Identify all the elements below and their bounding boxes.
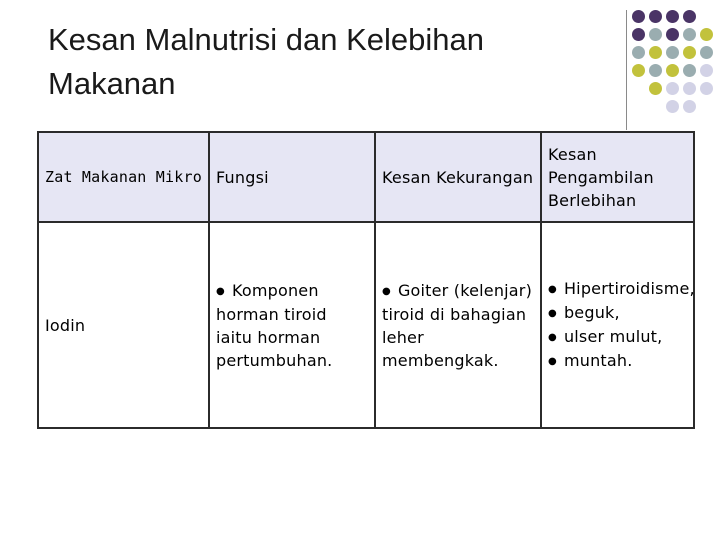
function-text: Komponen horman tiroid iaitu horman pertumbuhan. [216,280,333,370]
decor-dot [632,82,645,95]
decor-dot [700,82,713,95]
list-item: ● ulser mulut, [548,327,663,346]
list-item: ● Hipertiroidisme, [548,279,695,298]
decor-dot [666,28,679,41]
decor-dot [666,64,679,77]
bullet-icon: ● [382,285,391,297]
cell-deficiency [375,222,541,428]
decor-divider-line [626,10,627,130]
table-row [38,222,694,428]
cell-nutrient: Iodin [38,222,209,428]
decor-dot [683,100,696,113]
decor-dot [700,10,713,23]
decor-dot [700,64,713,77]
table-header-row [38,132,694,222]
bullet-icon: ● [548,356,557,367]
cell-excess [541,222,694,428]
decor-dot [632,64,645,77]
bullet-icon: ● [216,285,225,297]
decor-dot [649,82,662,95]
decor-dot [649,46,662,59]
decor-dot [700,100,713,113]
list-item: ● beguk, [548,303,620,322]
decor-dot [666,100,679,113]
bullet-icon: ● [548,332,557,343]
decor-dot [666,46,679,59]
decor-dot [683,28,696,41]
header-deficiency: Kesan Kekurangan [375,132,541,222]
decor-dot [683,64,696,77]
decor-dot [649,64,662,77]
header-function: Fungsi [209,132,375,222]
decor-dot [683,46,696,59]
decor-dot [632,100,645,113]
decor-dot [632,46,645,59]
nutrition-table [37,131,695,429]
excess-list [548,277,695,373]
decor-dot [649,28,662,41]
decor-dot [683,82,696,95]
list-item: ● muntah. [548,351,633,370]
decor-dot [683,10,696,23]
header-excess: Kesan Pengambilan Berlebihan [541,132,694,222]
bullet-icon: ● [548,284,557,295]
cell-function [209,222,375,428]
slide-title: Kesan Malnutrisi dan Kelebihan Makanan [48,22,484,101]
decor-dot [700,46,713,59]
decor-dot-grid [632,10,717,118]
decor-dot [666,82,679,95]
deficiency-text: Goiter (kelenjar) tiroid di bahagian leher membengkak. [382,280,533,370]
decor-dot [649,10,662,23]
decor-dot [700,28,713,41]
decor-dot [649,100,662,113]
header-nutrient: Zat Makanan Mikro [38,132,209,222]
bullet-icon: ● [548,308,557,319]
decor-dot [666,10,679,23]
decor-dot [632,28,645,41]
decor-dot [632,10,645,23]
